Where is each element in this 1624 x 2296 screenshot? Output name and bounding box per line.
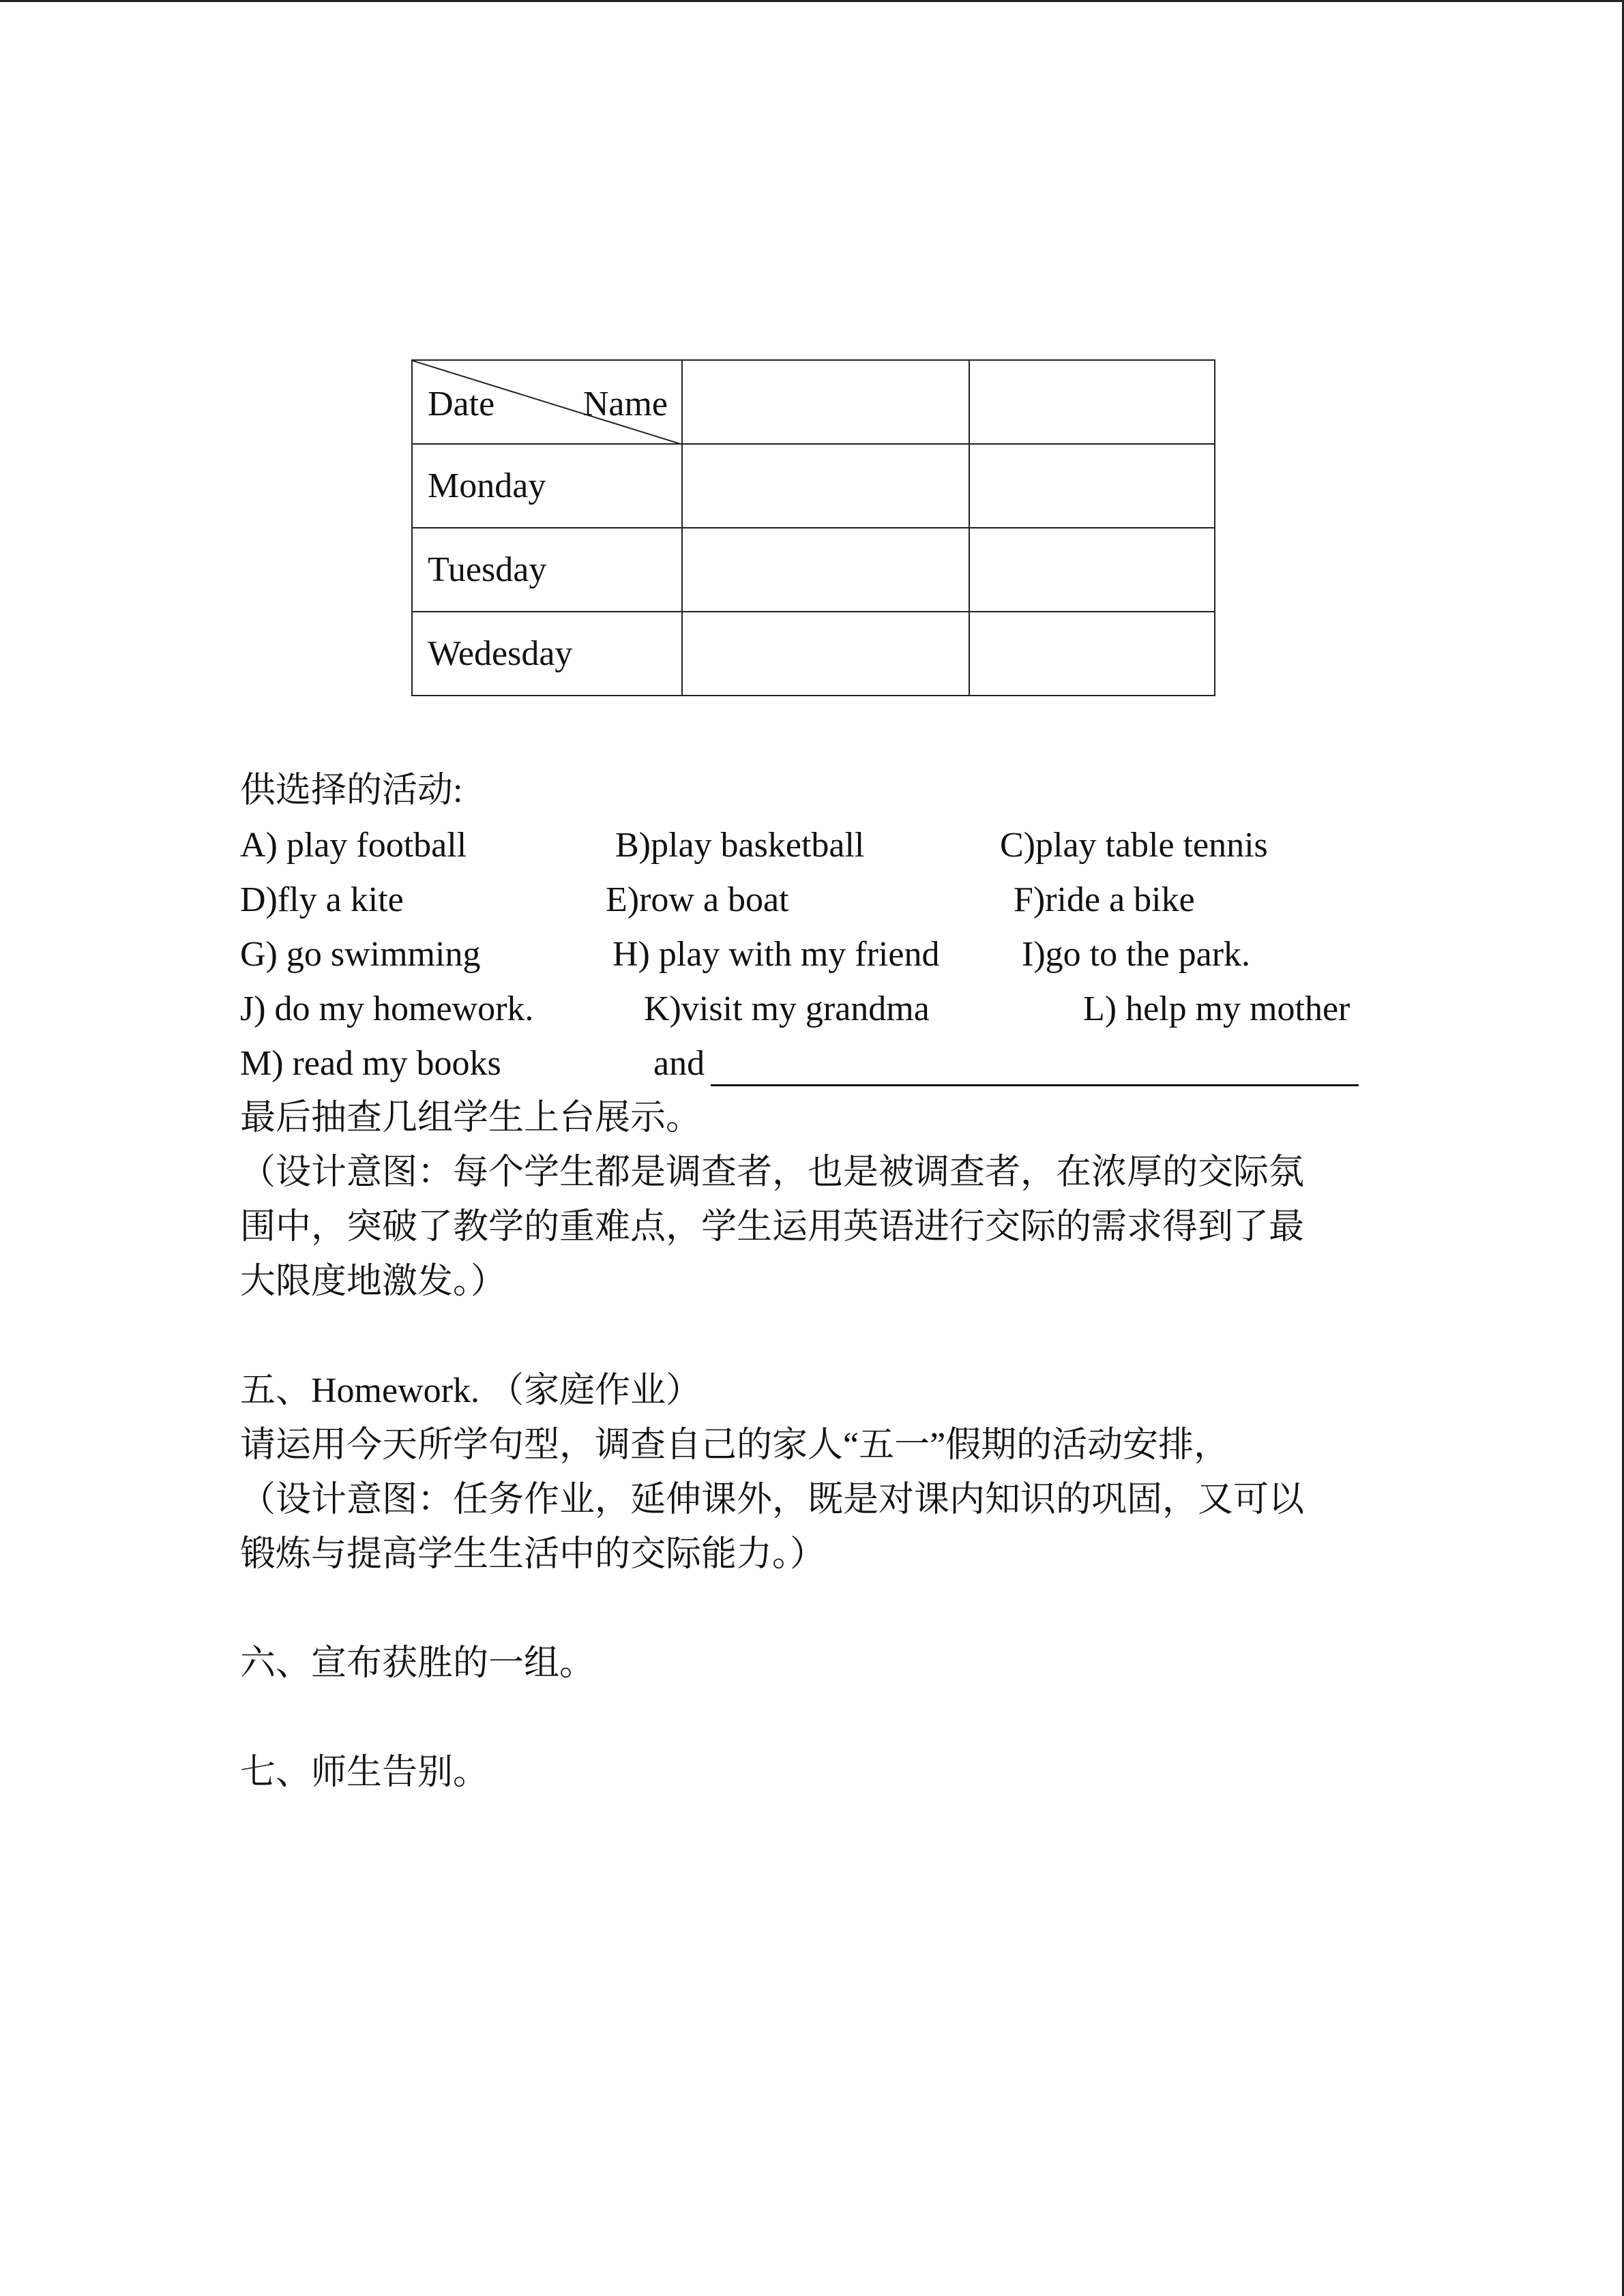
diagonal-header-cell <box>412 360 682 444</box>
activity-row <box>240 982 1393 1037</box>
activity-option: J) do my homework. <box>240 989 534 1028</box>
table-row <box>412 528 1215 612</box>
table-cell <box>969 444 1215 528</box>
activity-option: K)visit my grandma <box>644 989 930 1028</box>
activity-option: G) go swimming <box>240 935 481 974</box>
paragraph: 大限度地激发。） <box>240 1262 507 1301</box>
activity-option: M) read my books <box>240 1044 501 1083</box>
activity-option: I)go to the park. <box>1022 935 1251 974</box>
activity-option: H) play with my friend <box>612 935 940 974</box>
table-cell <box>969 612 1215 696</box>
paragraph: 最后抽查几组学生上台展示。 <box>240 1099 702 1137</box>
row-label: Tuesday <box>412 528 682 612</box>
and-label: and <box>653 1044 705 1083</box>
activity-row <box>240 927 1393 982</box>
section-heading: 五、Homework. （家庭作业） <box>240 1371 701 1410</box>
paragraph: 围中，突破了教学的重难点，学生运用英语进行交际的需求得到了最 <box>240 1208 1305 1247</box>
section-heading: 七、师生告别。 <box>240 1753 489 1792</box>
activity-option: B)play basketball <box>615 826 865 865</box>
table-row <box>412 612 1215 696</box>
activity-option: C)play table tennis <box>1000 826 1268 865</box>
activities-heading: 供选择的活动: <box>240 771 463 810</box>
survey-table <box>411 359 1215 696</box>
table-cell <box>682 612 969 696</box>
table-cell <box>682 444 969 528</box>
answer-blank-line <box>711 1037 1359 1086</box>
paragraph: （设计意图：每个学生都是调查者，也是被调查者，在浓厚的交际氛 <box>240 1153 1305 1192</box>
table-row <box>412 444 1215 528</box>
activity-option: A) play football <box>240 826 467 865</box>
table-cell <box>682 360 969 444</box>
activity-option: L) help my mother <box>1083 989 1350 1028</box>
header-name-label: Name <box>582 385 668 423</box>
table-header-row <box>412 360 1215 444</box>
row-label: Monday <box>412 444 682 528</box>
section-heading: 六、宣布获胜的一组。 <box>240 1644 595 1683</box>
activity-row <box>240 873 1393 927</box>
paragraph: （设计意图：任务作业，延伸课外，既是对课内知识的巩固，又可以 <box>240 1480 1305 1519</box>
document-body <box>240 764 1393 1800</box>
header-date-label: Date <box>428 385 495 423</box>
activity-row <box>240 1037 1393 1091</box>
spacer <box>240 1309 1393 1364</box>
spacer <box>240 1691 1393 1746</box>
activity-option: D)fly a kite <box>240 880 404 919</box>
spacer <box>240 1582 1393 1637</box>
paragraph: 请运用今天所学句型，调查自己的家人“五一”假期的活动安排， <box>240 1426 1230 1465</box>
activity-row <box>240 818 1393 873</box>
activity-option: F)ride a bike <box>1014 880 1195 919</box>
activity-option: E)row a boat <box>606 880 789 919</box>
page-top-border <box>0 0 1624 2</box>
row-label: Wedesday <box>412 612 682 696</box>
table-cell <box>969 528 1215 612</box>
table-cell <box>682 528 969 612</box>
table-cell <box>969 360 1215 444</box>
paragraph: 锻炼与提高学生生活中的交际能力。） <box>240 1535 826 1574</box>
